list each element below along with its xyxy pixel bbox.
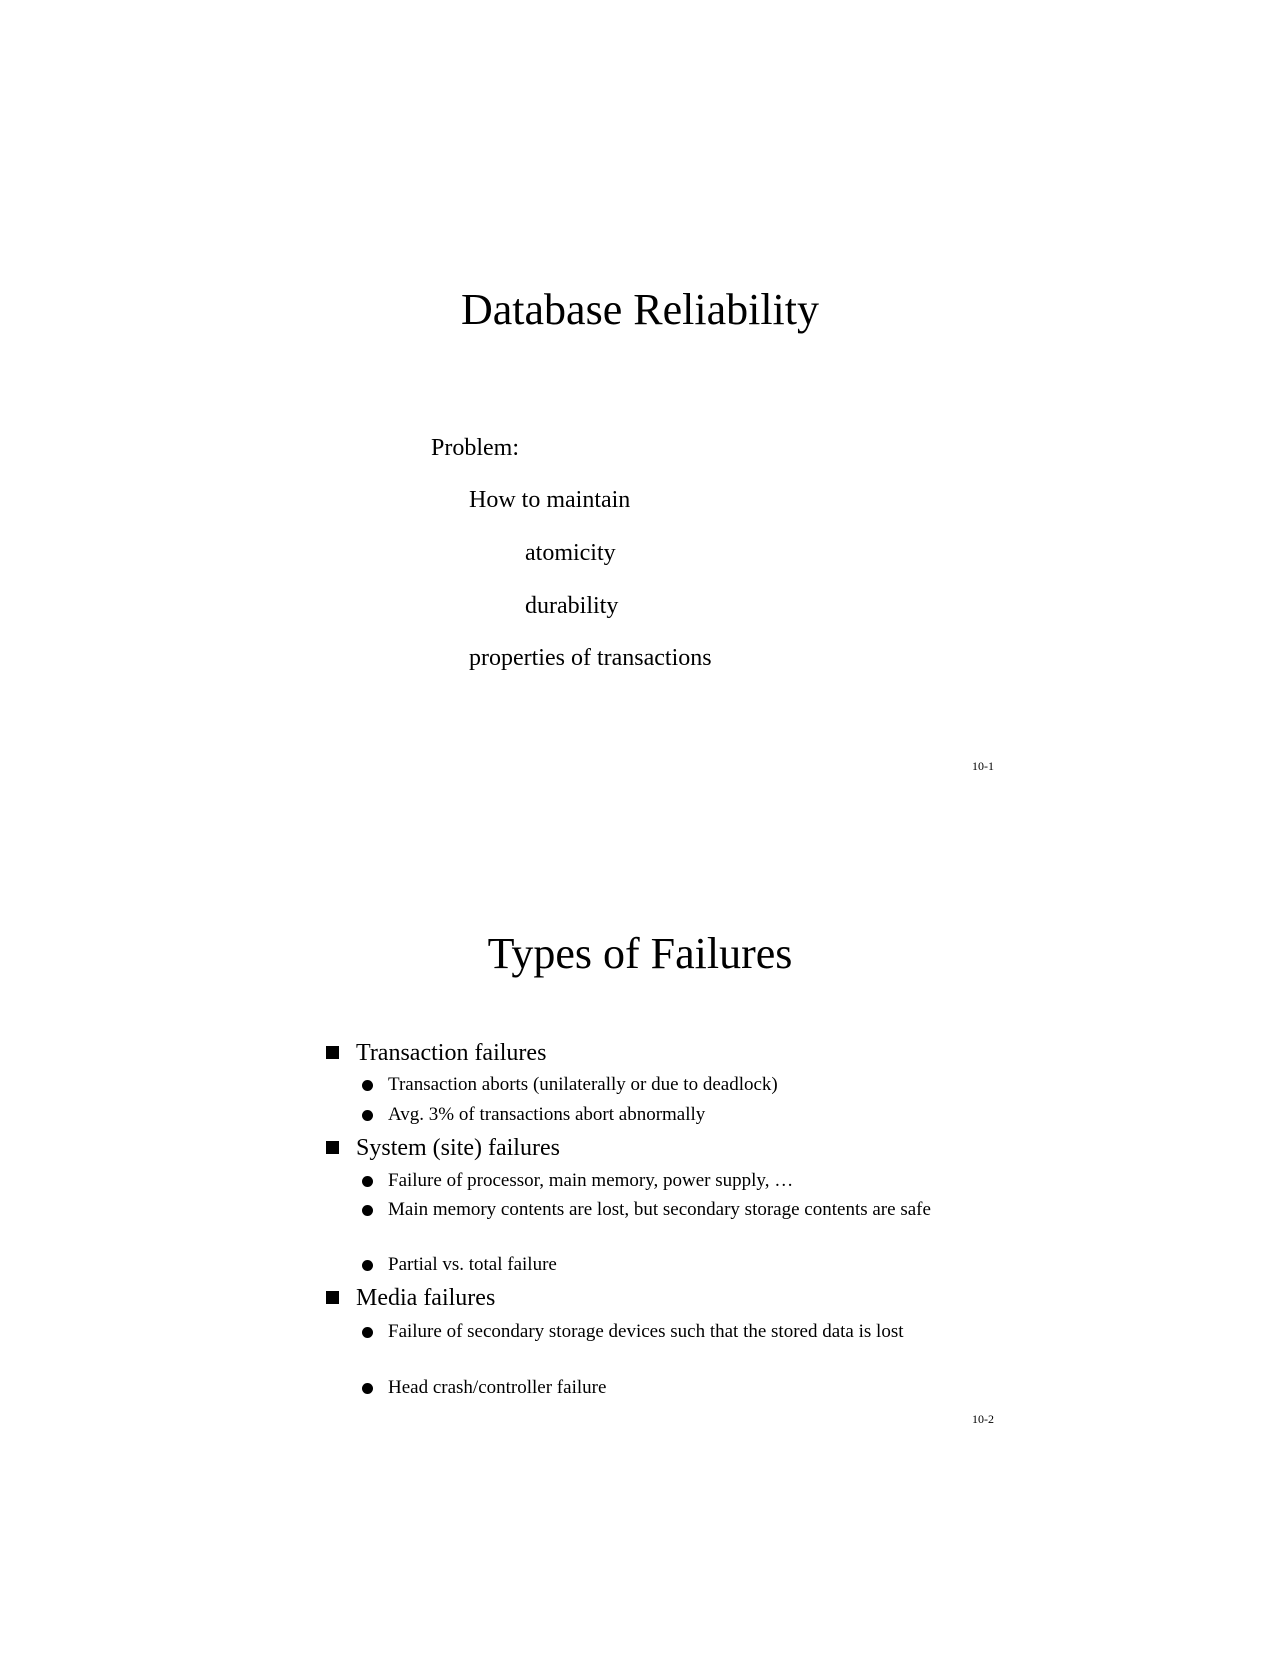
list-item-text: Failure of secondary storage devices such that the stored data is lost	[388, 1321, 904, 1342]
properties-of-transactions-text: properties of transactions	[469, 645, 712, 671]
list-item-text: Head crash/controller failure	[388, 1377, 607, 1398]
round-bullet-icon	[362, 1176, 373, 1187]
list-item-text: Failure of processor, main memory, power supply, …	[388, 1170, 794, 1191]
square-bullet-icon	[326, 1141, 339, 1154]
list-item	[362, 1253, 952, 1277]
section-heading-text: Transaction failures	[356, 1040, 547, 1066]
problem-label: Problem:	[431, 435, 519, 461]
round-bullet-icon	[362, 1205, 373, 1216]
slide-1-title: Database Reliability	[461, 285, 819, 334]
list-item	[362, 1073, 952, 1097]
list-item-text: Transaction aborts (unilaterally or due to deadlock)	[388, 1074, 778, 1095]
property-atomicity: atomicity	[525, 540, 616, 566]
round-bullet-icon	[362, 1383, 373, 1394]
property-durability: durability	[525, 593, 619, 619]
square-bullet-icon	[326, 1291, 339, 1304]
section-heading-text: System (site) failures	[356, 1135, 560, 1161]
list-item	[362, 1103, 952, 1127]
round-bullet-icon	[362, 1080, 373, 1091]
slide-1-page-number: 10-1	[972, 759, 994, 773]
slide-2-title: Types of Failures	[487, 929, 793, 978]
how-to-maintain-text: How to maintain	[469, 487, 631, 513]
list-item-text: Partial vs. total failure	[388, 1254, 557, 1275]
slide-2-page-number: 10-2	[972, 1412, 994, 1426]
round-bullet-icon	[362, 1110, 373, 1121]
round-bullet-icon	[362, 1260, 373, 1271]
list-item	[362, 1376, 952, 1400]
square-bullet-icon	[326, 1046, 339, 1059]
list-item	[362, 1320, 952, 1344]
list-item	[362, 1198, 952, 1222]
round-bullet-icon	[362, 1327, 373, 1338]
section-heading-text: Media failures	[356, 1285, 496, 1311]
list-item	[362, 1169, 952, 1193]
list-item-text: Avg. 3% of transactions abort abnormally	[388, 1104, 706, 1125]
list-item-text: Main memory contents are lost, but secondary storage contents are safe	[388, 1199, 931, 1220]
